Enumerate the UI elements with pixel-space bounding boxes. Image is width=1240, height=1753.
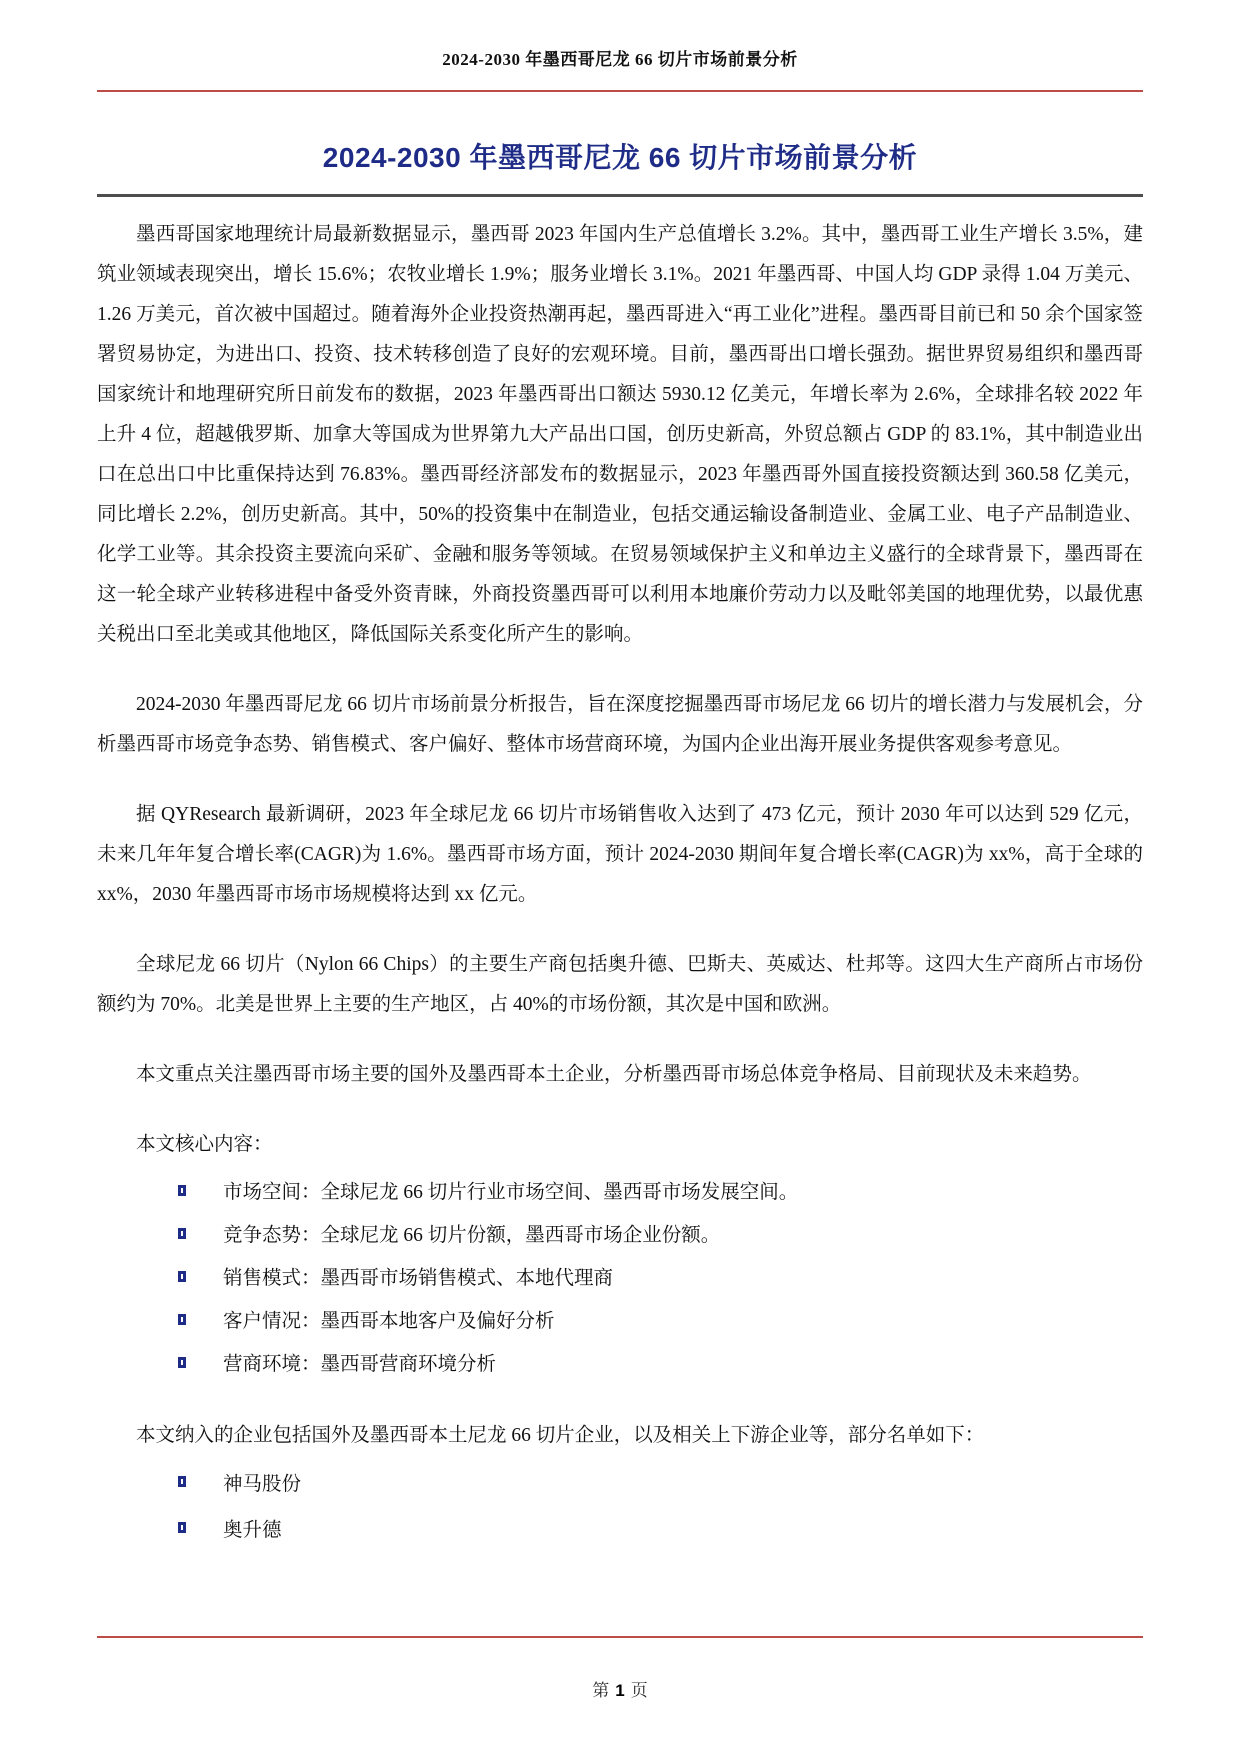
list-item <box>97 1171 1143 1214</box>
document-title: 2024-2030 年墨西哥尼龙 66 切片市场前景分析 <box>322 142 918 173</box>
page-number <box>0 1676 1240 1701</box>
page-header-title: 2024-2030 年墨西哥尼龙 66 切片市场前景分析 <box>442 50 798 69</box>
page-number-value: 1 <box>615 1681 625 1700</box>
list-item-label: 神马股份 <box>223 1474 302 1495</box>
list-item <box>97 1300 1143 1343</box>
footer-rule <box>97 1636 1143 1638</box>
core-content-heading: 本文核心内容： <box>136 1134 273 1155</box>
paragraph: 据 QYResearch 最新调研，2023 年全球尼龙 66 切片市场销售收入达到了 473 亿元，预计 2030 年可以达到 529 亿元，未来几年年复合增长率(CAGR)为 1.6%。墨西哥市场方面，预计 2024-2030 期间年复合增长率(CAGR)为 xx%，高于全球的 xx%，2030 年墨西哥市场市场规模将达到 xx 亿元。 <box>97 804 1143 905</box>
square-bullet-icon <box>178 1185 186 1196</box>
page-number-suffix: 页 <box>630 1681 648 1700</box>
list-item-label: 竞争态势：全球尼龙 66 切片份额，墨西哥市场企业份额。 <box>223 1225 721 1246</box>
core-content-list <box>97 1171 1143 1386</box>
list-item <box>97 1214 1143 1257</box>
page-number-prefix: 第 <box>592 1681 610 1700</box>
list-item-label: 奥升德 <box>223 1520 282 1541</box>
square-bullet-icon <box>178 1271 186 1282</box>
companies-list <box>97 1462 1143 1554</box>
companies-intro: 本文纳入的企业包括国外及墨西哥本土尼龙 66 切片企业，以及相关上下游企业等，部分名单如下： <box>136 1425 985 1446</box>
list-item-label: 销售模式：墨西哥市场销售模式、本地代理商 <box>223 1268 614 1289</box>
document-body <box>97 197 1143 1554</box>
list-item-label: 市场空间：全球尼龙 66 切片行业市场空间、墨西哥市场发展空间。 <box>223 1182 799 1203</box>
paragraph: 墨西哥国家地理统计局最新数据显示，墨西哥 2023 年国内生产总值增长 3.2%。其中，墨西哥工业生产增长 3.5%，建筑业领域表现突出，增长 15.6%；农牧业增长 1.9%；服务业增长 3.1%。2021 年墨西哥、中国人均 GDP 录得 1.04 万美元、1.26 万美元，首次被中国超过。随着海外企业投资热潮再起，墨西哥进入“再工业化”进程。墨西哥目前已和 50 余个国家签署贸易协定，为进出口、投资、技术转移创造了良好的宏观环境。目前，墨西哥出口增长强劲。据世界贸易组织和墨西哥国家统计和地理研究所日前发布的数据，2023 年墨西哥出口额达 5930.12 亿美元，年增长率为 2.6%，全球排名较 2022 年上升 4 位，超越俄罗斯、加拿大等国成为世界第九大产品出口国，创历史新高，外贸总额占 GDP 的 83.1%，其中制造业出口在总出口中比重保持达到 76.83%。墨西哥经济部发布的数据显示，2023 年墨西哥外国直接投资额达到 360.58 亿美元，同比增长 2.2%，创历史新高。其中，50%的投资集中在制造业，包括交通运输设备制造业、金属工业、电子产品制造业、化学工业等。其余投资主要流向采矿、金融和服务等领域。在贸易领域保护主义和单边主义盛行的全球背景下，墨西哥在这一轮全球产业转移进程中备受外资青睐，外商投资墨西哥可以利用本地廉价劳动力以及毗邻美国的地理优势，以最优惠关税出口至北美或其他地区，降低国际关系变化所产生的影响。 <box>97 224 1143 645</box>
square-bullet-icon <box>178 1476 186 1487</box>
square-bullet-icon <box>178 1228 186 1239</box>
header-rule <box>97 90 1143 92</box>
paragraph: 本文重点关注墨西哥市场主要的国外及墨西哥本土企业，分析墨西哥市场总体竞争格局、目前现状及未来趋势。 <box>136 1064 1092 1085</box>
list-item <box>97 1343 1143 1386</box>
list-item <box>97 1508 1143 1554</box>
paragraph: 2024-2030 年墨西哥尼龙 66 切片市场前景分析报告，旨在深度挖掘墨西哥市场尼龙 66 切片的增长潜力与发展机会，分析墨西哥市场竞争态势、销售模式、客户偏好、整体市场营商环境，为国内企业出海开展业务提供客观参考意见。 <box>97 694 1143 755</box>
list-item-label: 营商环境：墨西哥营商环境分析 <box>223 1354 497 1375</box>
paragraph: 全球尼龙 66 切片（Nylon 66 Chips）的主要生产商包括奥升德、巴斯夫、英威达、杜邦等。这四大生产商所占市场份额约为 70%。北美是世界上主要的生产地区，占 40%的市场份额，其次是中国和欧洲。 <box>97 954 1143 1015</box>
square-bullet-icon <box>178 1522 186 1533</box>
square-bullet-icon <box>178 1357 186 1368</box>
list-item <box>97 1257 1143 1300</box>
list-item <box>97 1462 1143 1508</box>
square-bullet-icon <box>178 1314 186 1325</box>
list-item-label: 客户情况：墨西哥本地客户及偏好分析 <box>223 1311 555 1332</box>
